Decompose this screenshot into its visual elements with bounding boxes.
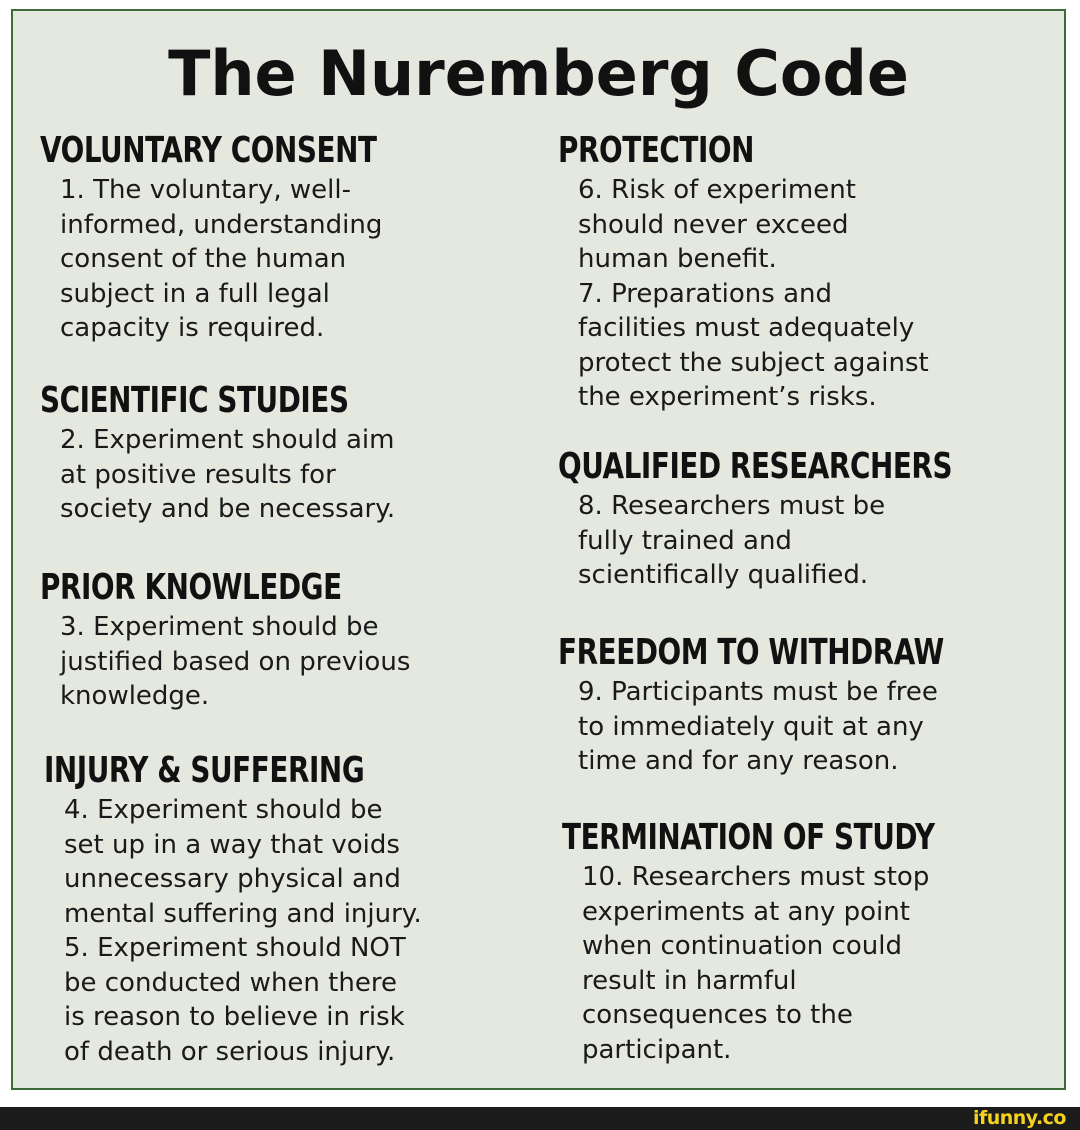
section-text: 3. Experiment should be justified based on previous knowledge. [60,612,411,711]
section-prior-knowledge [40,566,410,714]
section-freedom-to-withdraw [558,631,1007,779]
section-text: 9. Participants must be free to immediately quit at any time and for any reason. [578,677,938,776]
section-termination-of-study [562,816,995,1067]
nuremberg-code-poster [11,9,1066,1090]
section-voluntary-consent [40,129,431,346]
section-text: 4. Experiment should be set up in a way that voids unnecessary physical and mental suffering and injury. 5. Experiment should NOT be conducted when there is reason to believe in risk of death or serious injury. [64,795,422,1067]
section-text: 6. Risk of experiment should never exceed human benefit. 7. Preparations and facilities must adequately protect the subject against the experiment’s risks. [578,175,929,412]
section-qualified-researchers [558,445,1016,593]
section-injury-suffering [44,749,422,1069]
section-heading: QUALIFIED RESEARCHERS [558,446,953,487]
section-text: 8. Researchers must be fully trained and scientifically qualified. [578,491,886,590]
section-heading: TERMINATION OF STUDY [562,817,935,858]
page-title: The Nuremberg Code [168,37,909,110]
section-heading: FREEDOM TO WITHDRAW [558,632,944,673]
section-heading: VOLUNTARY CONSENT [40,130,377,171]
section-heading: PRIOR KNOWLEDGE [40,567,342,608]
section-text: 2. Experiment should aim at positive results for society and be necessary. [60,425,396,524]
section-heading: INJURY & SUFFERING [44,750,365,791]
section-scientific-studies [40,379,399,527]
section-heading: PROTECTION [558,130,755,171]
section-heading: SCIENTIFIC STUDIES [40,380,349,421]
section-text: 10. Researchers must stop experiments at any point when continuation could result in harmful consequences to the participant. [582,862,930,1065]
section-text: 1. The voluntary, well- informed, understanding consent of the human subject in a full legal capacity is required. [60,175,383,343]
watermark-bar [0,1107,1080,1130]
ifunny-logo: ifunny.co [972,1107,1066,1129]
section-protection [558,129,929,415]
